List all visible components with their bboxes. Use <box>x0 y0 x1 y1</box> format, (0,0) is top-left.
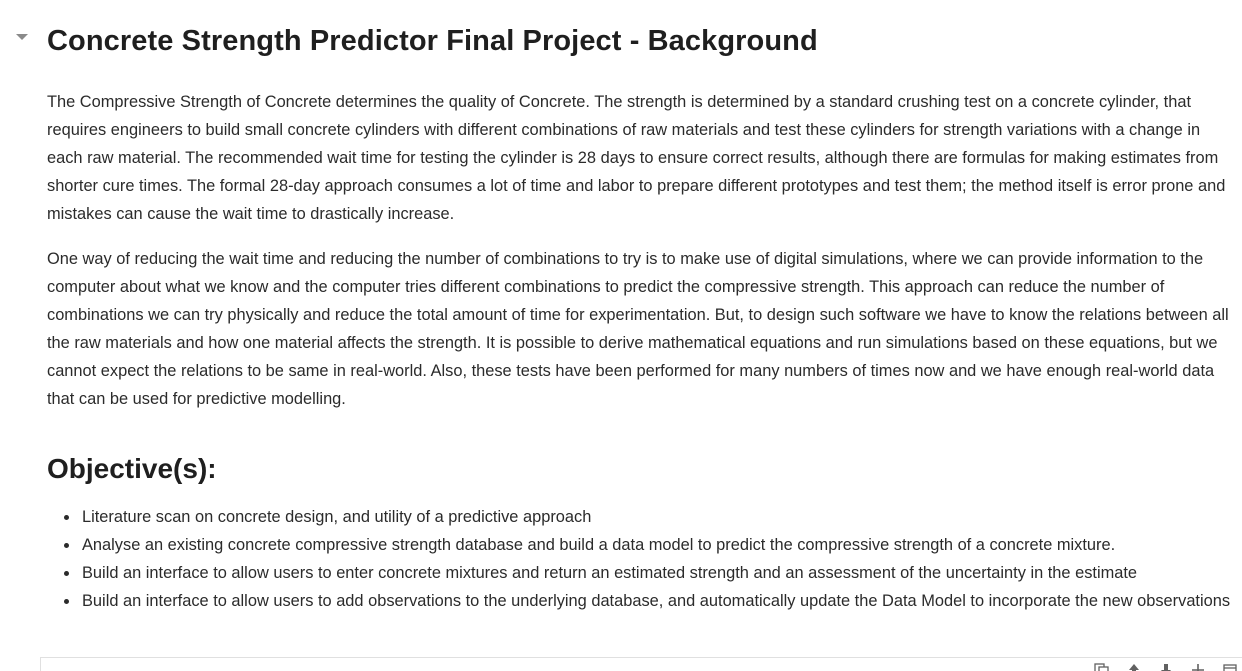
markdown-cell[interactable] <box>47 20 1239 615</box>
insert-below-icon[interactable] <box>1190 663 1206 671</box>
next-code-cell[interactable] <box>40 657 1242 671</box>
collapse-heading-icon[interactable] <box>16 34 28 40</box>
list-item: Build an interface to allow users to add observations to the underlying database, and automatically update the Data Model to incorporate the new observations <box>82 587 1239 615</box>
cell-toolbar <box>1094 663 1242 671</box>
objectives-list <box>47 503 1239 615</box>
objectives-heading: Objective(s): <box>47 453 217 484</box>
list-item: Literature scan on concrete design, and utility of a predictive approach <box>82 503 1239 531</box>
list-item: Build an interface to allow users to enter concrete mixtures and return an estimated strength and an assessment of the uncertainty in the estimate <box>82 559 1239 587</box>
list-item: Analyse an existing concrete compressive strength database and build a data model to predict the compressive strength of a concrete mixture. <box>82 531 1239 559</box>
move-down-icon[interactable] <box>1158 663 1174 671</box>
page-title: Concrete Strength Predictor Final Project - Background <box>47 25 818 57</box>
background-paragraph-1: The Compressive Strength of Concrete determines the quality of Concrete. The strength is determined by a standard crushing test on a concrete cylinder, that requires engineers to build small concrete cylinders with different combinations of raw materials and test these cylinders for strength variations with a change in each raw material. The recommended wait time for testing the cylinder is 28 days to ensure correct results, although there are formulas for making estimates from shorter cure times. The formal 28-day approach consumes a lot of time and labor to prepare different prototypes and test them; the method itself is error prone and mistakes can cause the wait time to drastically increase. <box>47 93 1226 223</box>
delete-icon[interactable] <box>1222 663 1238 671</box>
background-paragraph-2: One way of reducing the wait time and reducing the number of combinations to try is to make use of digital simulations, where we can provide information to the computer about what we know and the computer tries different combinations to predict the compressive strength. This approach can reduce the number of combinations we can try physically and reduce the total amount of time for experimentation. But, to design such software we have to know the relations between all the raw materials and how one material affects the strength. It is possible to derive mathematical equations and run simulations based on these equations, but we cannot expect the relations to be same in real-world. Also, these tests have been performed for many numbers of times now and we have enough real-world data that can be used for predictive modelling. <box>47 250 1229 408</box>
move-up-icon[interactable] <box>1126 663 1142 671</box>
duplicate-icon[interactable] <box>1094 663 1110 671</box>
